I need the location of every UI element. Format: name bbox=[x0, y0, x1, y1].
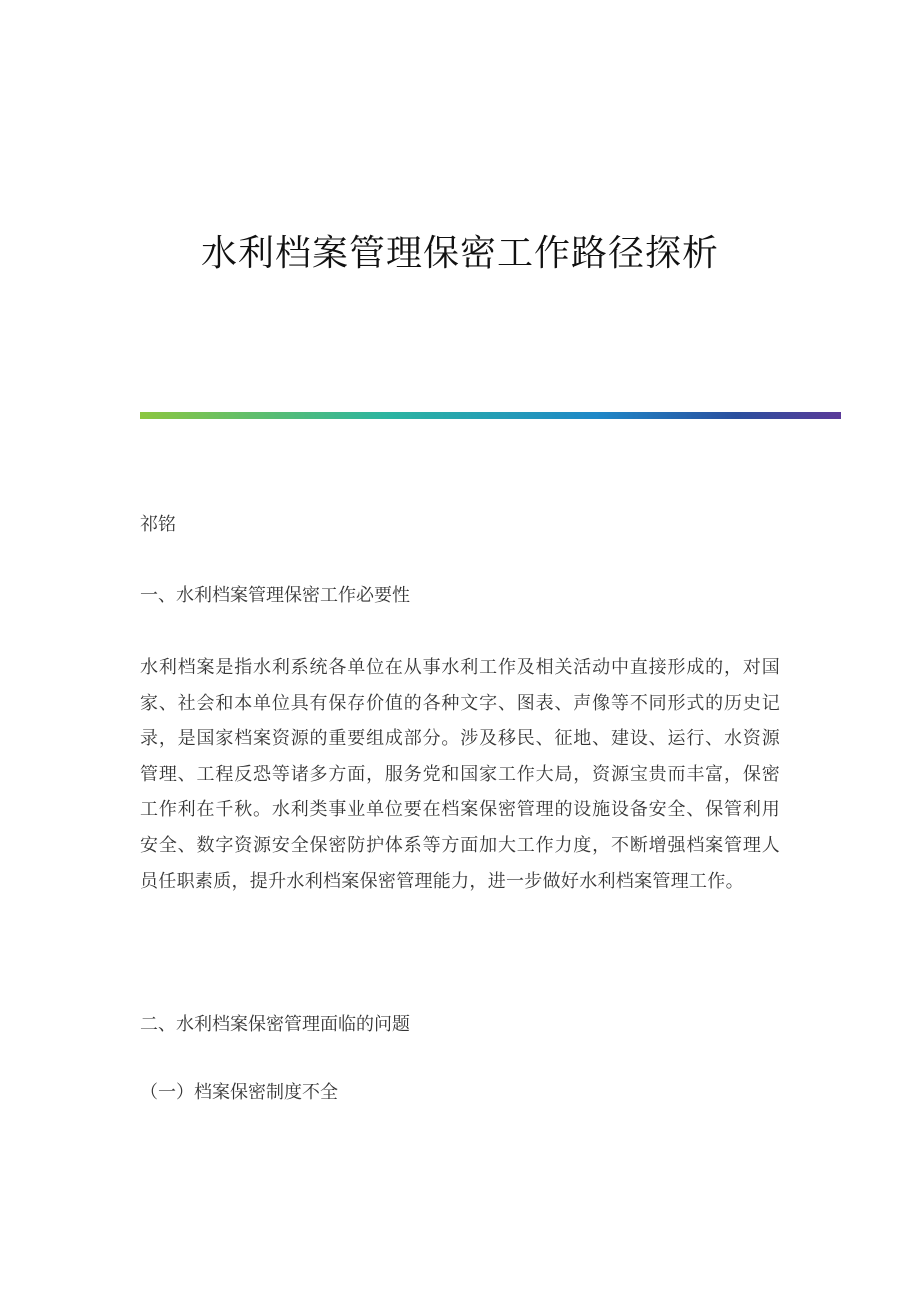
title-divider bbox=[140, 412, 841, 419]
section-paragraph-1: 水利档案是指水利系统各单位在从事水利工作及相关活动中直接形成的，对国家、社会和本单位具有保存价值的各种文字、图表、声像等不同形式的历史记录，是国家档案资源的重要组成部分。涉及移民、征地、建设、运行、水资源管理、工程反恐等诸多方面，服务党和国家工作大局，资源宝贵而丰富，保密工作利在千秋。水利类事业单位要在档案保密管理的设施设备安全、保管利用安全、数字资源安全保密防护体系等方面加大工作力度，不断增强档案管理人员任职素质，提升水利档案保密管理能力，进一步做好水利档案管理工作。 bbox=[140, 657, 780, 892]
section-heading-2: 二、水利档案保密管理面临的问题 bbox=[140, 1014, 410, 1035]
document-title: 水利档案管理保密工作路径探析 bbox=[200, 233, 719, 274]
author-name: 祁铭 bbox=[140, 514, 176, 535]
section-heading-1: 一、水利档案管理保密工作必要性 bbox=[140, 585, 410, 606]
subsection-heading-2-1: （一）档案保密制度不全 bbox=[140, 1082, 338, 1103]
